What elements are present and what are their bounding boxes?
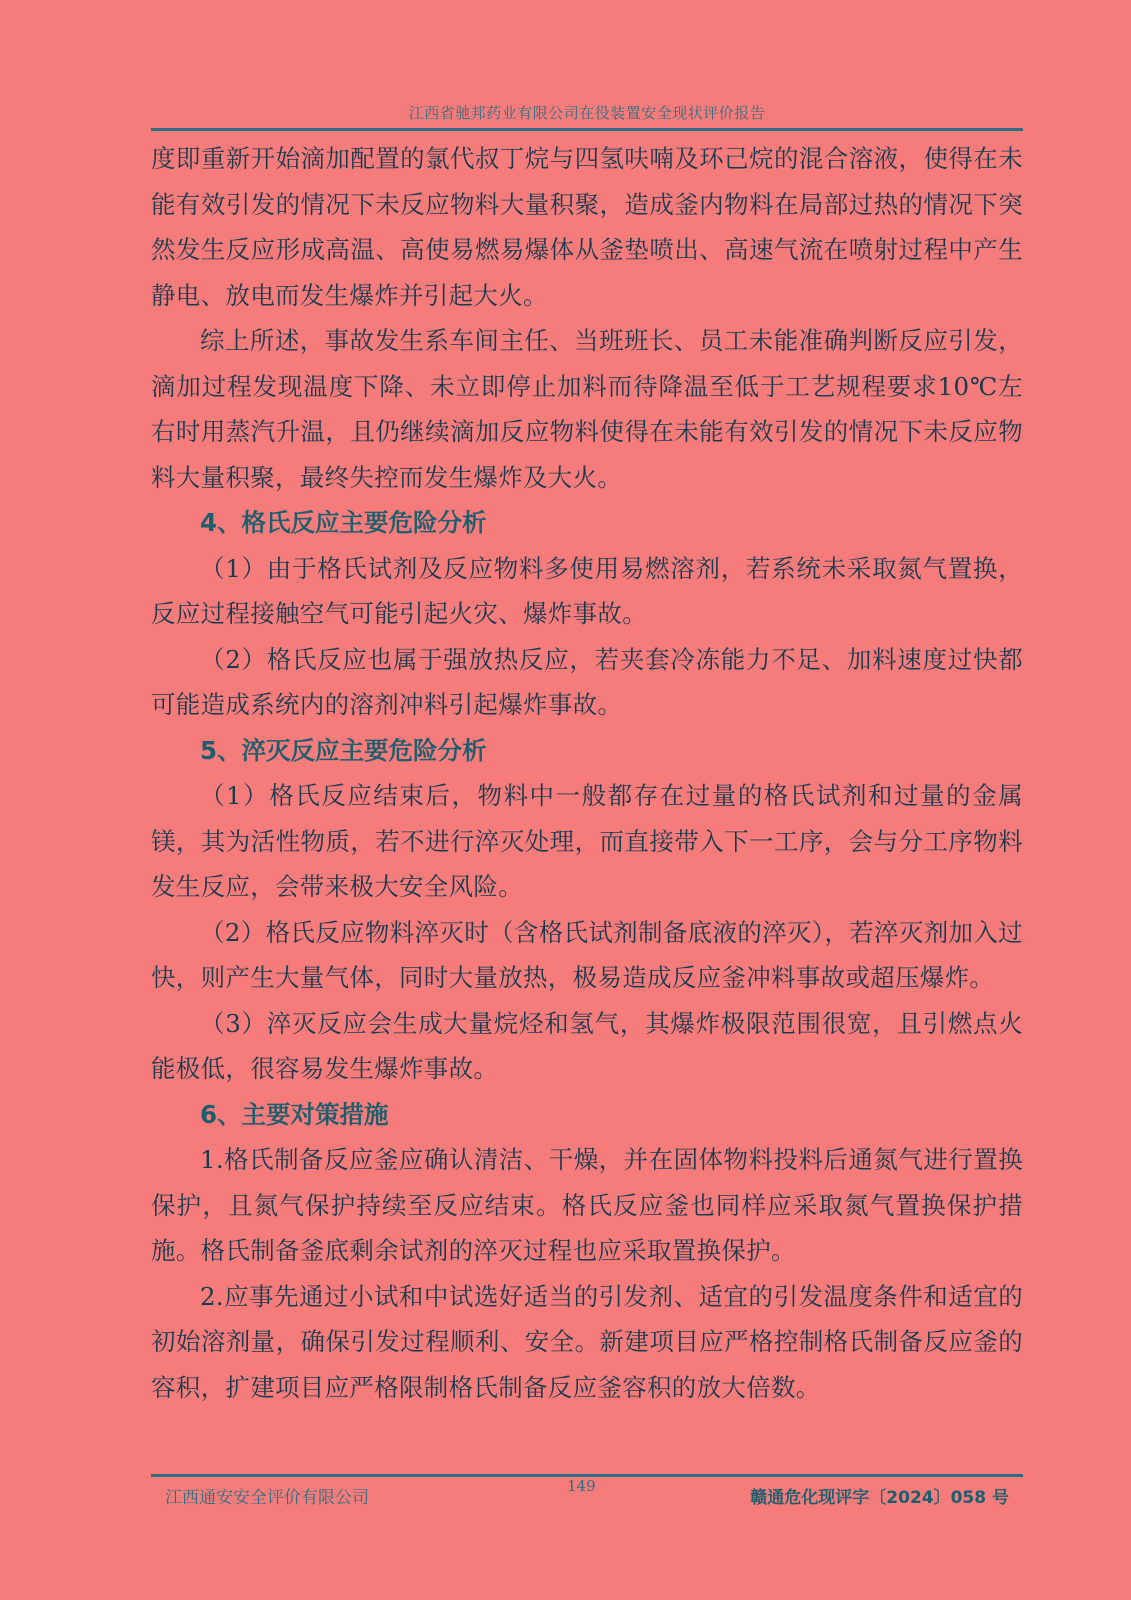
page-footer	[151, 1474, 1023, 1507]
paragraph-grignard-risk-2: （2）格氏反应也属于强放热反应，若夹套冷冻能力不足、加料速度过快都可能造成系统内的溶剂冲料引起爆炸事故。	[151, 644, 1023, 719]
paragraph-quench-risk-2: （2）格氏反应物料淬灭时（含格氏试剂制备底液的淬灭），若淬灭剂加入过快，则产生大量气体，同时大量放热，极易造成反应釜冲料事故或超压爆炸。	[151, 917, 1023, 992]
footer-report-number: 赣通危化现评字〔2024〕058 号	[750, 1488, 1009, 1508]
paragraph-quench-risk-3: （3）淬灭反应会生成大量烷烃和氢气，其爆炸极限范围很宽，且引燃点火能极低，很容易发生爆炸事故。	[151, 1008, 1023, 1083]
page-body	[151, 136, 1023, 1410]
header-title: 江西省驰邦药业有限公司在役装置安全现状评价报告	[408, 104, 766, 122]
paragraph-continuation: 度即重新开始滴加配置的氯代叔丁烷与四氢呋喃及环己烷的混合溶液，使得在未能有效引发的情况下未反应物料大量积聚，造成釜内物料在局部过热的情况下突然发生反应形成高温、高使易燃易爆体从釜垫喷出、高速气流在喷射过程中产生静电、放电而发生爆炸并引起大火。	[151, 144, 1023, 310]
page-header	[151, 98, 1023, 131]
paragraph-grignard-risk-1: （1）由于格氏试剂及反应物料多使用易燃溶剂，若系统未采取氮气置换，反应过程接触空气可能引起火灾、爆炸事故。	[151, 553, 1023, 628]
section-heading-6: 6、主要对策措施	[200, 1099, 389, 1129]
page-number: 149	[567, 1477, 596, 1495]
paragraph-summary: 综上所述，事故发生系车间主任、当班班长、员工未能准确判断反应引发，滴加过程发现温度下降、未立即停止加料而待降温至低于工艺规程要求10℃左右时用蒸汽升温，且仍继续滴加反应物料使得在未能有效引发的情况下未反应物料大量积聚，最终失控而发生爆炸及大火。	[151, 326, 1023, 492]
paragraph-measure-1: 1.格氏制备反应釜应确认清洁、干燥，并在固体物料投料后通氮气进行置换保护，且氮气保护持续至反应结束。格氏反应釜也同样应采取氮气置换保护措施。格氏制备釜底剩余试剂的淬灭过程也应采取置换保护。	[151, 1145, 1023, 1265]
footer-company: 江西通安安全评价有限公司	[165, 1488, 369, 1508]
section-heading-4: 4、格氏反应主要危险分析	[200, 508, 487, 537]
paragraph-quench-risk-1: （1）格氏反应结束后，物料中一般都存在过量的格氏试剂和过量的金属镁，其为活性物质，若不进行淬灭处理，而直接带入下一工序，会与分工序物料发生反应，会带来极大安全风险。	[151, 781, 1023, 901]
section-heading-5: 5、淬灭反应主要危险分析	[200, 735, 487, 765]
paragraph-measure-2: 2.应事先通过小试和中试选好适当的引发剂、适宜的引发温度条件和适宜的初始溶剂量，确保引发过程顺利、安全。新建项目应严格控制格氏制备反应釜的容积，扩建项目应严格限制格氏制备反应釜容积的放大倍数。	[151, 1281, 1023, 1402]
